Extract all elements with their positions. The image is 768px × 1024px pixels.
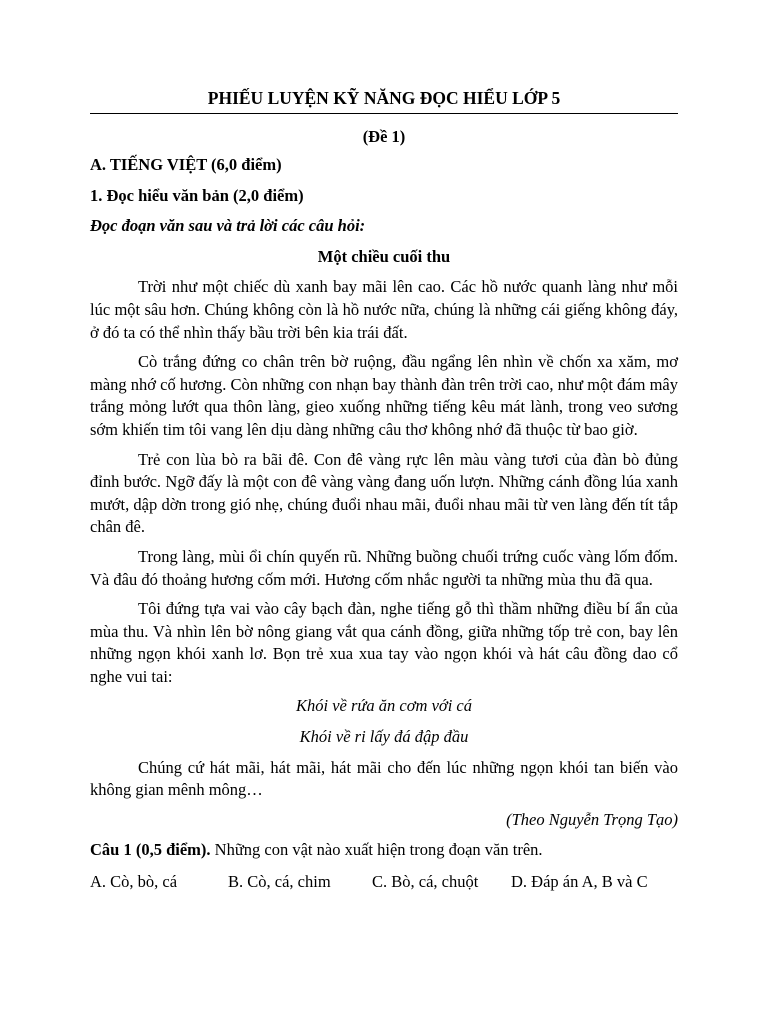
reading-instruction: Đọc đoạn văn sau và trả lời các câu hỏi: <box>90 216 366 236</box>
passage-paragraph-3: Trẻ con lùa bò ra bãi đê. Con đê vàng rực lên màu vàng tươi của đàn bò đủng đỉnh bước. Ngỡ đấy là một con đê vàng vàng đang uốn lượn. Những cánh đồng lúa xanh mướt, dập dờn trong gió nhẹ, chúng đuổi nhau mãi, đuổi nhau mãi từ ven làng đến tít tắp chân đê. <box>90 449 678 537</box>
question-1-label: Câu 1 (0,5 điểm). <box>90 840 211 860</box>
option-d: D. Đáp án A, B và C <box>511 872 648 892</box>
option-b: B. Cò, cá, chim <box>228 872 331 892</box>
poem-line-1: Khói về rứa ăn cơm với cá <box>296 696 472 716</box>
exam-number: (Đề 1) <box>362 127 406 146</box>
question-1-text: Những con vật nào xuất hiện trong đoạn văn trên. <box>210 840 543 860</box>
title-underline <box>90 113 678 114</box>
document-title: PHIẾU LUYỆN KỸ NĂNG ĐỌC HIỂU LỚP 5 <box>207 88 561 108</box>
option-a: A. Cò, bò, cá <box>90 872 178 892</box>
passage-paragraph-1: Trời như một chiếc dù xanh bay mãi lên cao. Các hồ nước quanh làng như mỗi lúc một sâu hơn. Chúng không còn là hồ nước nữa, chúng là những cái giếng không đáy, ở đó ta có thể nhìn thấy bầu trời bên kia trái đất. <box>90 277 678 342</box>
option-c: C. Bò, cá, chuột <box>372 872 479 892</box>
section-heading-1: 1. Đọc hiểu văn bản (2,0 điểm) <box>90 185 304 205</box>
question-1 <box>90 839 678 862</box>
passage-source: (Theo Nguyễn Trọng Tạo) <box>506 809 678 829</box>
poem-line-2: Khói về ri lấy đá đập đầu <box>299 727 469 747</box>
passage-title: Một chiều cuối thu <box>317 246 451 266</box>
document-body <box>90 154 678 894</box>
passage-paragraph-2: Cò trắng đứng co chân trên bờ ruộng, đầu ngẩng lên nhìn về chốn xa xăm, mơ màng nhớ cố hương. Còn những con nhạn bay thành đàn trên trời cao, như một đám mây trắng mỏng lướt qua thôn làng, gieo xuống những tiếng kêu mát lành, trong veo sương sớm khiến tim tôi vang lên dịu dàng những câu thơ không nhớ đã thuộc từ bao giờ. <box>90 352 678 439</box>
passage-closing: Chúng cứ hát mãi, hát mãi, hát mãi cho đến lúc những ngọn khói tan biến vào không gian mênh mông… <box>90 757 678 800</box>
section-heading-a: A. TIẾNG VIỆT (6,0 điểm) <box>90 155 282 174</box>
passage-paragraph-4: Trong làng, mùi ổi chín quyến rũ. Những buồng chuối trứng cuốc vàng lốm đốm. Và đâu đó thoảng hương cốm mới. Hương cốm nhắc người ta những mùa thu đã qua. <box>90 546 678 589</box>
passage-paragraph-5: Tôi đứng tựa vai vào cây bạch đàn, nghe tiếng gỗ thì thầm những điều bí ẩn của mùa thu. Và nhìn lên bờ nông giang vắt qua cánh đồng, giữa những tốp trẻ con, bay lên những ngọn khói xanh lơ. Bọn trẻ xua xua tay vào ngọn khói và hát câu đồng dao cổ nghe vui tai: <box>90 599 678 686</box>
question-1-options <box>90 871 678 894</box>
